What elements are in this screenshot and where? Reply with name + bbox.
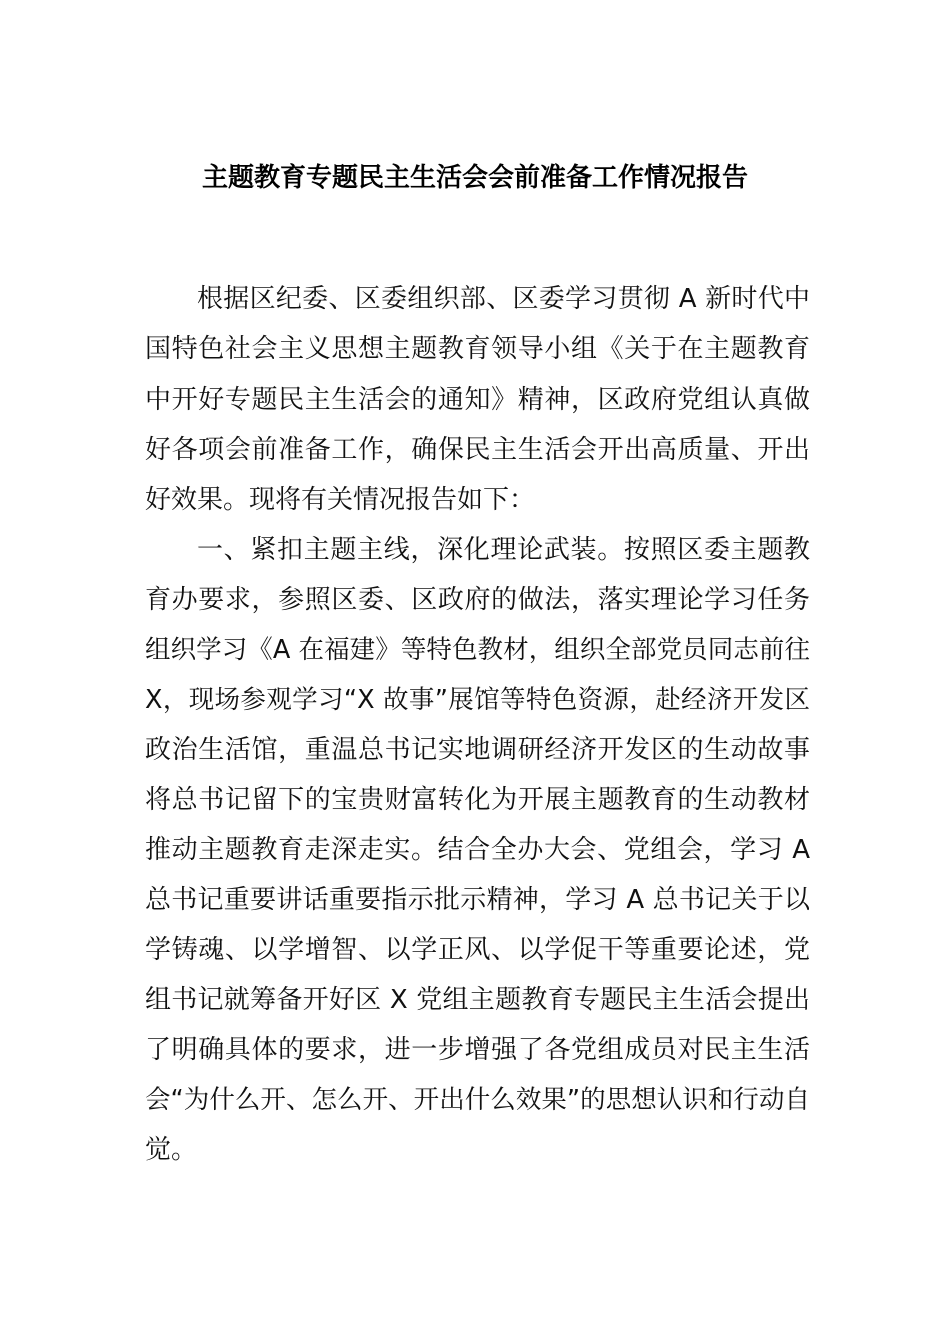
paragraph-2-line-3: 组织学习《A 在福建》等特色教材，组织全部党员同志前往 bbox=[145, 635, 810, 665]
paragraph-1-line-3: 中开好专题民主生活会的通知》精神，区政府党组认真做 bbox=[145, 385, 810, 415]
document-title: 主题教育专题民主生活会会前准备工作情况报告 bbox=[201, 163, 748, 193]
paragraph-1-line-5: 好效果。现将有关情况报告如下： bbox=[145, 485, 536, 515]
paragraph-1-line-2: 国特色社会主义思想主题教育领导小组《关于在主题教育 bbox=[145, 334, 810, 364]
paragraph-2-line-11: 了明确具体的要求，进一步增强了各党组成员对民主生活 bbox=[145, 1035, 810, 1065]
paragraph-2-line-6: 将总书记留下的宝贵财富转化为开展主题教育的生动教材 bbox=[145, 785, 810, 815]
paragraph-2-line-9: 学铸魂、以学增智、以学正风、以学促干等重要论述，党 bbox=[145, 935, 810, 965]
paragraph-2-line-7: 推动主题教育走深走实。结合全办大会、党组会，学习 A bbox=[145, 835, 810, 865]
paragraph-2-line-13: 觉。 bbox=[145, 1135, 198, 1165]
paragraph-1-line-1: 根据区纪委、区委组织部、区委学习贯彻 A 新时代中 bbox=[197, 284, 810, 314]
paragraph-2-line-12: 会“为什么开、怎么开、开出什么效果”的思想认识和行动自 bbox=[145, 1085, 810, 1115]
paragraph-2-line-1: 一、紧扣主题主线，深化理论武装。按照区委主题教 bbox=[197, 535, 810, 565]
paragraph-2-line-2: 育办要求，参照区委、区政府的做法，落实理论学习任务 bbox=[145, 585, 810, 615]
paragraph-2-line-8: 总书记重要讲话重要指示批示精神，学习 A 总书记关于以 bbox=[145, 885, 810, 915]
paragraph-2-line-5: 政治生活馆，重温总书记实地调研经济开发区的生动故事 bbox=[145, 735, 810, 765]
paragraph-1-line-4: 好各项会前准备工作，确保民主生活会开出高质量、开出 bbox=[145, 435, 810, 465]
paragraph-2-line-10: 组书记就筹备开好区 X 党组主题教育专题民主生活会提出 bbox=[145, 985, 810, 1015]
paragraph-2-line-4: X，现场参观学习“X 故事”展馆等特色资源，赴经济开发区 bbox=[145, 685, 810, 715]
